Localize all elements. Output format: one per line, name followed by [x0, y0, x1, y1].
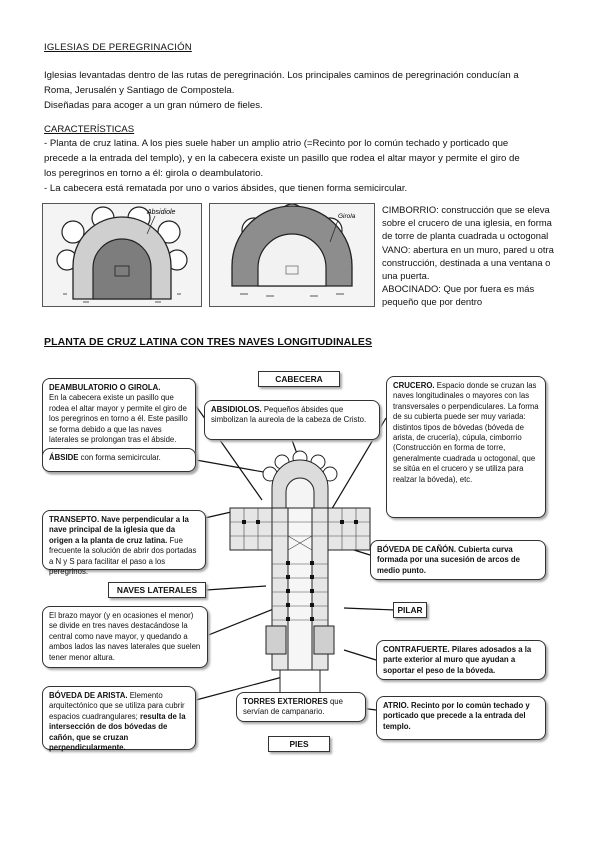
- callout-absidiolos: [204, 400, 380, 440]
- callout-title: CRUCERO.: [393, 381, 435, 390]
- callout-brazo-mayor: [42, 606, 208, 668]
- intro-line: Iglesias levantadas dentro de las rutas de peregrinación. Los principales caminos de peregrinación conducían a: [44, 70, 519, 81]
- callout-text: Elemento arquitectónico que se utiliza para cubrir espacios cuadrangulares;: [49, 691, 185, 721]
- pilar-label: PILAR: [393, 602, 427, 618]
- callout-transepto: [42, 510, 206, 577]
- callout-title: TRANSEPTO.: [49, 515, 100, 524]
- callout-boveda-arista: [42, 686, 196, 753]
- definition-vano: VANO: abertura en un muro, pared u otra construcción, destinada a una ventana o una puerta.: [382, 243, 554, 282]
- caracteristica-line: - La cabecera está rematada por uno o varios ábsides, que tienen forma semicircular.: [44, 183, 408, 194]
- callout-title: BÓVEDA DE ARISTA.: [49, 691, 128, 700]
- callout-text: con forma semicircular.: [80, 453, 161, 462]
- callout-text: que servían de campanario.: [243, 697, 343, 717]
- pies-label: PIES: [268, 736, 330, 752]
- callout-text: Fue frecuente la solución de abrir dos portadas a N y S para facilitar el paso a los peregrinos.: [49, 535, 197, 577]
- cabecera-label: CABECERA: [258, 371, 340, 387]
- callout-title: ATRIO.: [383, 701, 409, 710]
- caracteristica-line: - Planta de cruz latina. A los pies suele haber un amplio atrio (=Recinto por lo común techado y porticado que: [44, 138, 509, 149]
- callout-text: En la cabecera existe un pasillo que rodea el altar mayor y permite el giro de los peregrinos en torno a él. Este pasillo se forma debido a que las naves laterales se prolongan tras el ábside.: [49, 393, 188, 445]
- callout-text: El brazo mayor (y en ocasiones el menor) se divide en tres naves destacándose la central como nave mayor, y quedando a ambos lados las naves laterales que suelen tener menor altura.: [49, 611, 201, 662]
- callout-contrafuerte: [376, 640, 546, 680]
- callout-title: CONTRAFUERTE.: [383, 645, 450, 654]
- section-title-peregrinacion: IGLESIAS DE PEREGRINACIÓN: [44, 42, 192, 53]
- definition-abocinado: ABOCINADO: Que por fuera es más pequeño que por dentro: [382, 283, 535, 308]
- callout-text: Pilares adosados a la parte exterior al muro que ayudan a soportar el peso de la bóveda.: [383, 645, 532, 675]
- callout-crucero: [386, 376, 546, 518]
- callout-torres-exteriores: [236, 692, 366, 722]
- naves-laterales-label: NAVES LATERALES: [108, 582, 206, 598]
- definition-cimborrio: CIMBORRIO: construcción que se eleva sobre el crucero de una iglesia, en forma de torre de planta cuadrada u octogonal: [382, 204, 552, 242]
- callout-title: TORRES EXTERIORES: [243, 697, 328, 706]
- callout-text: Pequeños ábsides que simbolizan la aureola de la cabeza de Cristo.: [211, 405, 367, 425]
- callout-text: Espacio donde se cruzan las naves longitudinales o mayores con las transversales o perpendiculares. La forma de su cubierta puede ser muy variada: distintos tipos de bóvedas (bóveda de arista, de crucería), cúpula, cimborrio (Construcción en forma de torre, generalmente cuadrada u octogonal, que se sitúa en el crucero y se utiliza para realzar la bóveda), etc.: [393, 381, 539, 484]
- callout-title: DEAMBULATORIO O GIROLA.: [49, 383, 161, 392]
- intro-line: Diseñadas para acoger a un gran número de fieles.: [44, 100, 263, 111]
- callout-title: BÓVEDA DE CAÑÓN.: [377, 545, 456, 554]
- absidiole-label: Absidiole: [147, 209, 176, 216]
- callout-atrio: [376, 696, 546, 740]
- callout-abside: [42, 448, 196, 472]
- callout-text: Nave perpendicular a la nave principal de la iglesia que da origen a la planta de cruz latina.: [49, 515, 189, 545]
- intro-line: Roma, Jerusalén y Santiago de Compostela.: [44, 85, 235, 96]
- planta-title: PLANTA DE CRUZ LATINA CON TRES NAVES LONGITUDINALES: [44, 336, 373, 348]
- callout-title: ÁBSIDE: [49, 453, 79, 462]
- callout-boveda-canon: [370, 540, 546, 580]
- caracteristicas-title: CARACTERÍSTICAS: [44, 124, 135, 135]
- girola-label: Girola: [338, 213, 356, 220]
- callout-text: resulta de la intersección de dos bóvedas de cañón, que se cruzan perpendicularmente.: [49, 711, 186, 753]
- callout-text: Recinto por lo común techado y porticado que precede a la entrada del templo.: [383, 701, 530, 731]
- callout-text: Cubierta curva formada por una sucesión de arcos de medio punto.: [377, 545, 520, 575]
- caracteristica-line: los peregrinos en torno a él: girola o deambulatorio.: [44, 168, 264, 179]
- caracteristica-line: precede a la entrada del templo), y en la cabecera existe un pasillo que rodea el altar mayor y permite el giro de: [44, 153, 520, 164]
- callout-title: ABSIDIOLOS.: [211, 405, 262, 414]
